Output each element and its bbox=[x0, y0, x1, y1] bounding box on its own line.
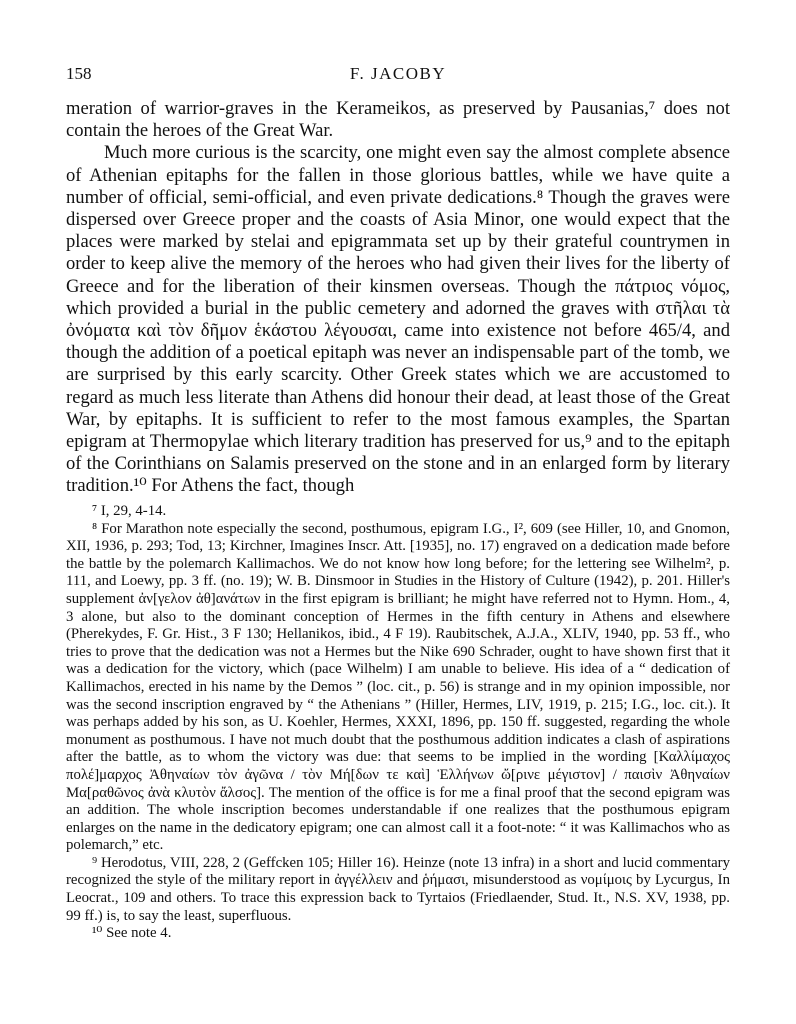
footnotes bbox=[66, 503, 730, 943]
page-number: 158 bbox=[66, 64, 92, 83]
running-head: F. JACOBY bbox=[349, 64, 447, 83]
main-text bbox=[66, 98, 730, 498]
footnote-7: ⁷ I, 29, 4-14. bbox=[92, 503, 167, 519]
page-header bbox=[66, 64, 730, 88]
paragraph: Much more curious is the scarcity, one might even say the almost complete absence of Athenian epitaphs for the fallen in those glorious battles, while we have quite a number of official, semi-official, and even private dedications.⁸ Though the graves were dispersed over Greece proper and the coasts of Asia Minor, one would expect that the places were marked by stelai and epigrammata set up by their grateful countrymen in order to keep alive the memory of the heroes who had given their lives for the liberty of Greece and for the liberation of their kinsmen overseas. Though the πάτριος νόμος, which provided a burial in the public cemetery and adorned the graves with στῆλαι τὰ ὀνόματα καὶ τὸν δῆμον ἑκάστου λέγουσαι, came into existence not before 465/4, and though the addition of a poetical epitaph was never an indispensable part of the tomb, we are surprised by this early scarcity. Other Greek states which we are accustomed to regard as much less literate than Athens did honour their dead, at least those of the Great War, by epitaphs. It is sufficient to refer to the most famous examples, the Spartan epigram at Thermopylae which literary tradition has preserved for us,⁹ and to the epitaph of the Corinthians on Salamis preserved on the stone and in an enlarged form by literary tradition.¹⁰ For Athens the fact, though bbox=[66, 142, 730, 497]
paragraph-continuation: meration of warrior-graves in the Kerameikos, as preserved by Pausanias,⁷ does not contain the heroes of the Great War. bbox=[66, 98, 730, 142]
footnote-10: ¹⁰ See note 4. bbox=[92, 925, 172, 942]
footnote-9: ⁹ Herodotus, VIII, 228, 2 (Geffcken 105; Hiller 16). Heinze (note 13 infra) in a short and lucid commentary recognized the style of the military report in ἀγγέλλειν and ῥήμασι, misunderstood as νομίμοις by Lycurgus, In Leocrat., 109 and others. To trace this expression back to Tyrtaios (Friedlaender, Stud. It., N.S. XV, 1938, pp. 99 ff.) is, to say the least, superfluous. bbox=[66, 854, 730, 924]
footnote-8: ⁸ For Marathon note especially the second, posthumous, epigram I.G., I², 609 (see Hiller, 10, and Gnomon, XII, 1936, p. 293; Tod, 13; Kirchner, Imagines Inscr. Att. [1935], no. 17) engraved on a dedication made before the battle by the polemarch Kallimachos. We do not know how long before; for the lettering see Wilhelm², p. 111, and Loewy, pp. 3 ff. (no. 19); W. B. Dinsmoor in Studies in the History of Culture (1942), p. 201. Hiller's supplement ἀν[γελον ἀθ]ανάτων in the first epigram is brilliant; he might have referred not to Hymn. Hom., 4, 3 alone, but also to the dominant conception of Hermes in the fifth century in Athens and elsewhere (Pherekydes, F. Gr. Hist., 3 F 130; Hellanikos, ibid., 4 F 19). Raubitschek, A.J.A., XLIV, 1940, pp. 53 ff., who tries to prove that the dedication was not a Hermes but the Nike 690 Schrader, ought to have shown first that it was a dedication for the victory, which (pace Wilhelm) I am unable to believe. His idea of a “ dedication of Kallimachos, erected in his name by the Demos ” (loc. cit., p. 56) is strange and in my opinion impossible, nor was the second inscription engraved by “ the Athenians ” (Hiller, Hermes, LIV, 1919, p. 215; I.G., loc. cit.). It was perhaps added by his son, as U. Koehler, Hermes, XXXI, 1896, pp. 150 ff. suggested, regarding the whole monument as posthumous. I have not much doubt that the posthumous addition indicates a clash of aspirations after the battle, as to whom the victory was due: that seems to be implied in the wording [Καλλίμαχος πολέ]μαρχος Ἀθηναίων τὸν ἀγῶνα / τὸν Μή[δων τε καὶ] Ἑλλήνων ὤ[ρινε μέγιστον] / παισὶν Ἀθηναίων Μα[ραθῶνος ἀνὰ κλυτὸν ἄλσος]. The mention of the office is for me a final proof that the second epigram was an addition. The whole inscription becomes understandable if one realizes that the posthumous epigram enlarges on the name in the dedicatory epigram; one can almost call it a foot-note: “ it was Kallimachos who as polemarch,” etc. bbox=[66, 520, 730, 854]
